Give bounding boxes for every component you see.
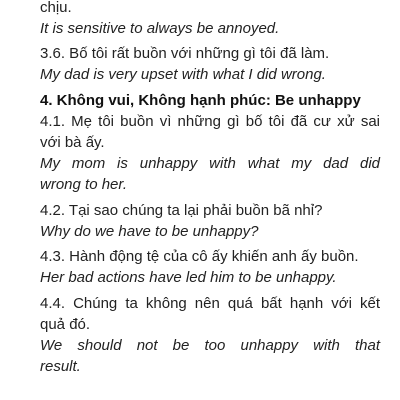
fragment-vi-tail: chịu. bbox=[40, 0, 72, 16]
item-4-3-en: Her bad actions have led him to be unhappy. bbox=[40, 269, 337, 286]
item-4-1-en-line1: My mom is unhappy with what my dad did bbox=[40, 155, 380, 172]
item-3-6-en: My dad is very upset with what I did wrong. bbox=[40, 66, 326, 83]
section-4-heading: 4. Không vui, Không hạnh phúc: Be unhappy bbox=[40, 92, 361, 109]
item-3-6-vi: 3.6. Bố tôi rất buồn với những gì tôi đã làm. bbox=[40, 45, 330, 62]
item-4-2-en: Why do we have to be unhappy? bbox=[40, 223, 259, 240]
item-4-4-vi-line2: quả đó. bbox=[40, 316, 91, 333]
item-4-2-vi: 4.2. Tại sao chúng ta lại phải buồn bã nhỉ? bbox=[40, 202, 323, 219]
item-4-4-en-line1: We should not be too unhappy with that bbox=[40, 337, 380, 354]
item-4-4-en-line2: result. bbox=[40, 358, 81, 375]
item-4-1-en-line2: wrong to her. bbox=[40, 176, 127, 193]
item-4-1-vi-line2: với bà ấy. bbox=[40, 134, 105, 151]
item-4-4-vi-line1: 4.4. Chúng ta không nên quá bất hạnh với kết bbox=[40, 295, 380, 312]
item-4-3-vi: 4.3. Hành động tệ của cô ấy khiến anh ấy buồn. bbox=[40, 248, 359, 265]
fragment-en: It is sensitive to always be annoyed. bbox=[40, 20, 280, 37]
item-4-1-vi-line1: 4.1. Mẹ tôi buồn vì những gì bố tôi đã cư xử sai bbox=[40, 113, 380, 130]
